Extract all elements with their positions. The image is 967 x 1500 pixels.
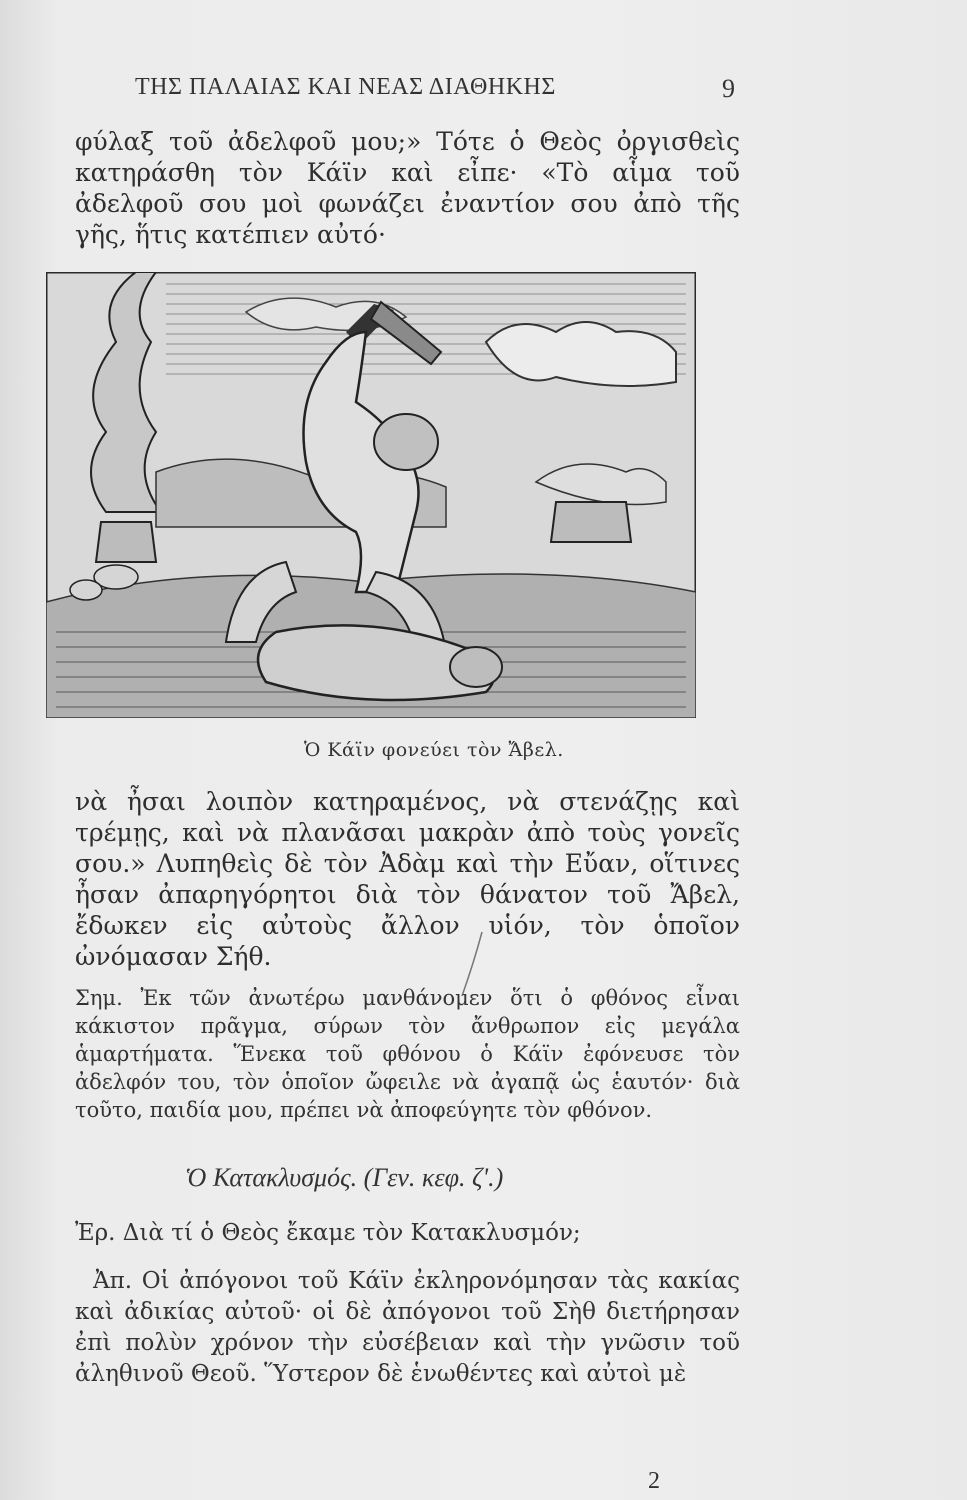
page-header xyxy=(135,74,735,114)
moral-note: Σημ. Ἐκ τῶν ἀνωτέρω μανθάνομεν ὅτι ὁ φθόνος εἶναι κάκιστον πρᾶγμα, σύρων τὸν ἄνθρωπον εἰς μεγάλα ἁμαρτήματα. Ἕνεκα τοῦ φθόνου ὁ Κάϊν ἐφόνευσε τὸν ἀδελφόν του, τὸν ὁποῖον ὤφειλε νὰ ἀγαπᾷ ὡς ἑαυτόν· διὰ τοῦτο, παιδία μου, πρέπει νὰ ἀποφεύγητε τὸν φθόνον. xyxy=(75,986,740,1122)
signature-mark: 2 xyxy=(648,1468,660,1494)
paragraph-2: νὰ ἦσαι λοιπὸν κατηραμένος, νὰ στενάζῃς καὶ τρέμῃς, καὶ νὰ πλανᾶσαι μακρὰν ἀπὸ τοὺς γονεῖς σου.» Λυπηθεὶς δὲ τὸν Ἀδὰμ καὶ τὴν Εὔαν, οἵτινες ἦσαν ἀπαρηγόρητοι διὰ τὸν θάνατον τοῦ Ἄβελ, ἔδωκεν εἰς αὐτοὺς ἄλλον υἱόν, τὸν ὁποῖον ὠνόμασαν Σήθ. xyxy=(75,787,740,971)
section-title: Ὁ Κατακλυσμός. (Γεν. κεφ. ζ'.) xyxy=(185,1163,504,1192)
paragraph-1: φύλαξ τοῦ ἀδελφοῦ μου;» Τότε ὁ Θεὸς ὀργισθεὶς κατηράσθη τὸν Κάϊν καὶ εἶπε· «Τὸ αἷμα τοῦ ἀδελφοῦ σου μοὶ φωνάζει ἐναντίον σου ἀπὸ τῆς γῆς, ἥτις κατέπιεν αὐτό· xyxy=(75,127,740,249)
question-text: Ἐρ. Διὰ τί ὁ Θεὸς ἔκαμε τὸν Κατακλυσμόν; xyxy=(75,1220,581,1246)
answer-text: Ἀπ. Οἱ ἀπόγονοι τοῦ Κάϊν ἐκληρονόμησαν τὰς κακίας καὶ ἀδικίας αὐτοῦ· οἱ δὲ ἀπόγονοι τοῦ Σὴθ διετήρησαν ἐπὶ πολὺν χρόνον τὴν εὐσέβειαν καὶ τὴν γνῶσιν τοῦ ἀληθινοῦ Θεοῦ. Ὕστερον δὲ ἑνωθέντες καὶ αὐτοὶ μὲ xyxy=(75,1268,740,1387)
engraving-cain-abel xyxy=(46,272,696,718)
illustration-caption: Ὁ Κάϊν φονεύει τὸν Ἄβελ. xyxy=(304,739,564,761)
page-number: 9 xyxy=(722,74,735,103)
running-title: ΤΗΣ ΠΑΛΑΙΑΣ ΚΑΙ ΝΕΑΣ ΔΙΑΘΗΚΗΣ xyxy=(135,74,556,100)
